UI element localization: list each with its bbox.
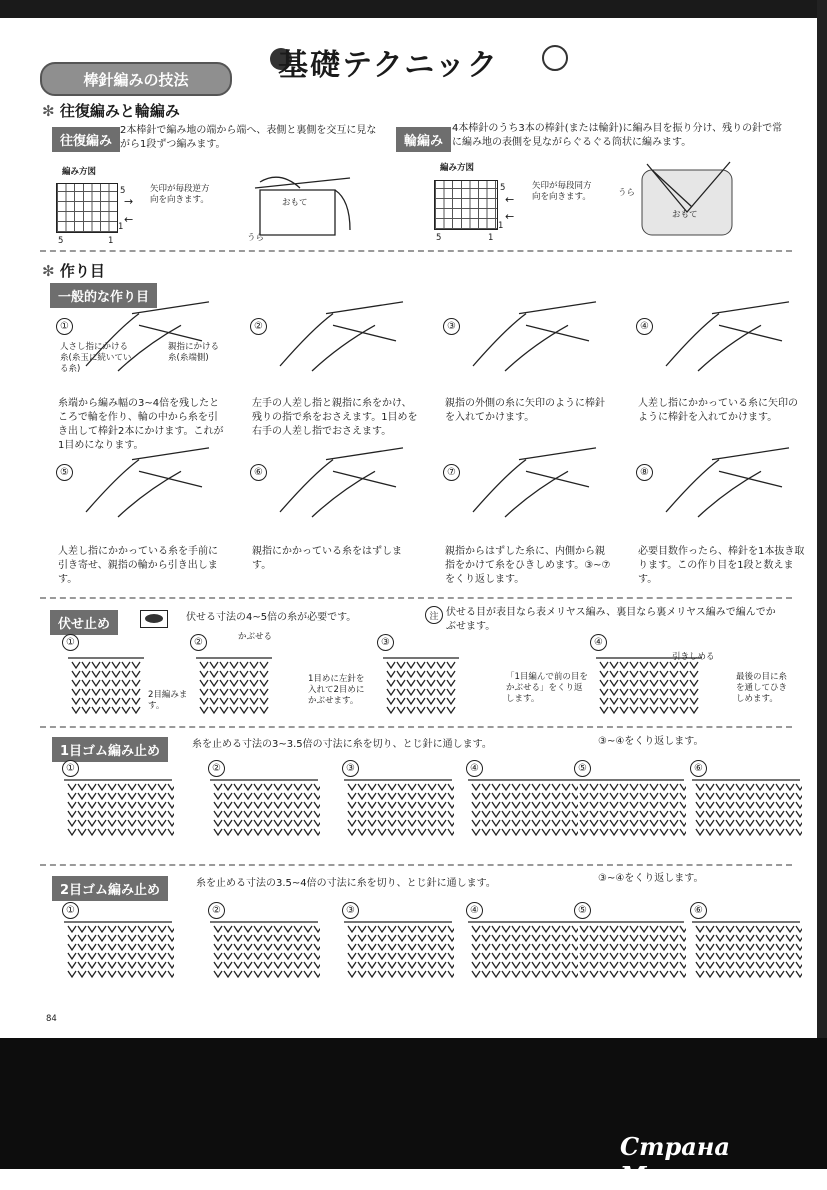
step-number: ⑥ <box>250 464 267 481</box>
bind-off-note: 伏せる目が表目なら表メリヤス編み、裏目なら裏メリヤス編みで編んでかぶせます。 <box>446 607 776 632</box>
step-number: ② <box>208 760 225 777</box>
divider <box>40 726 792 728</box>
label-index-yarn: 人さし指にかける糸(糸玉に続いている糸) <box>60 342 132 374</box>
round-back-label: うら <box>618 188 636 198</box>
cast-on-hand-illustration <box>463 298 603 380</box>
step-number: ① <box>62 760 79 777</box>
watermark-logo: Страна Мам.ру <box>620 1132 730 1190</box>
divider <box>40 864 792 866</box>
step-text: 親指からはずした糸に、内側から親指をかけて糸をひきしめます。③~⑦をくり返します。 <box>445 546 611 585</box>
bind-off-fabric-illustration <box>194 652 274 722</box>
bind-off-fabric-illustration <box>381 652 461 722</box>
step-number: ④ <box>466 760 483 777</box>
apple-outline-icon <box>542 45 568 71</box>
section-heading-flat-round <box>42 100 180 121</box>
step-text: 親指にかかっている糸をはずします。 <box>252 546 402 571</box>
rib1-repeat: ③~④をくり返します。 <box>598 736 704 747</box>
label-thumb-yarn: 親指にかける糸(糸端側) <box>168 342 220 363</box>
cast-on-hand-illustration <box>463 444 603 526</box>
rib1-desc: 糸を止める寸法の3~3.5倍の寸法に糸を切り、とじ針に通します。 <box>192 739 492 750</box>
step-number: ② <box>250 318 267 335</box>
bind-off-fabric-illustration <box>66 652 146 722</box>
flat-back-label: うら <box>247 233 265 243</box>
step-number: ① <box>62 634 79 651</box>
step-number: ⑤ <box>574 902 591 919</box>
divider <box>40 250 792 252</box>
step-text: 最後の目に糸を通してひきしめます。 <box>736 672 788 704</box>
rib-fabric-illustration <box>690 916 802 988</box>
step-number: ③ <box>443 318 460 335</box>
scan-edge-top <box>0 0 827 18</box>
step-number: ④ <box>636 318 653 335</box>
step-text: 糸端から編み幅の3~4倍を残したところで輪を作り、輪の中から糸を引き出して棒針2本にかけます。これが1目めになります。 <box>58 398 224 451</box>
tighten-label: 引きしめる <box>672 652 715 662</box>
step-number: ⑥ <box>690 902 707 919</box>
section-heading-cast-on <box>42 260 105 281</box>
rib2-desc: 糸を止める寸法の3.5~4倍の寸法に糸を切り、とじ針に通します。 <box>196 878 496 889</box>
round-row-top: 5 <box>500 183 506 193</box>
flat-description: 2本棒針で編み地の端から端へ、表側と裏側を交互に見ながら1段ずつ編みます。 <box>120 125 377 150</box>
step-number: ① <box>56 318 73 335</box>
cast-on-hand-illustration <box>270 444 410 526</box>
round-col-left: 5 <box>436 233 442 243</box>
yarn-swatch-box <box>140 610 168 628</box>
tag-flat-knitting: 往復編み <box>52 127 120 152</box>
rib-fabric-illustration <box>62 774 174 846</box>
flat-row-bottom: 1 <box>118 222 124 232</box>
step-text: 必要目数作ったら、棒針を1本抜き取ります。この作り目を1段と数えます。 <box>638 546 805 585</box>
asterisk-icon: ✻ <box>42 102 55 120</box>
step-number: ① <box>62 902 79 919</box>
tag-bind-off: 伏せ止め <box>50 610 118 635</box>
section-pill: 棒針編みの技法 <box>40 62 232 96</box>
rib-fabric-illustration <box>466 916 578 988</box>
step-number: ④ <box>590 634 607 651</box>
round-chart-label: 編み方図 <box>440 163 475 173</box>
step-number: ② <box>208 902 225 919</box>
arrow-left-icon: ← <box>505 193 515 206</box>
tag-2x2-rib-bind-off: 2目ゴム編み止め <box>52 876 168 901</box>
step-text: 親指の外側の糸に矢印のように棒針を入れてかけます。 <box>445 398 605 423</box>
round-col-right: 1 <box>488 233 494 243</box>
round-description: 4本棒針のうち3本の棒針(または輪針)に編み目を振り分け、残りの針で常に編み地の表側を見ながらぐるぐる筒状に編みます。 <box>452 123 783 148</box>
rib-fabric-illustration <box>574 774 686 846</box>
step-number: ⑥ <box>690 760 707 777</box>
step-number: ② <box>190 634 207 651</box>
step-text: 2目編みます。 <box>148 690 188 711</box>
step-number: ⑤ <box>574 760 591 777</box>
page-number: 84 <box>46 1014 57 1024</box>
round-arrow-text: 矢印が毎段同方向を向きます。 <box>532 181 592 202</box>
step-number: ③ <box>342 902 359 919</box>
flat-chart-label: 編み方図 <box>62 167 97 177</box>
rib-fabric-illustration <box>342 774 454 846</box>
tag-cast-on: 一般的な作り目 <box>50 283 157 308</box>
rib-fabric-illustration <box>466 774 578 846</box>
step-text: 人差し指にかかっている糸に矢印のように棒針を入れてかけます。 <box>638 398 798 423</box>
flat-chart-grid <box>56 183 118 233</box>
round-row-bottom: 1 <box>498 221 504 231</box>
asterisk-icon: ✻ <box>42 262 55 280</box>
step-number: ④ <box>466 902 483 919</box>
cast-on-hand-illustration <box>76 298 216 380</box>
rib-fabric-illustration <box>62 916 174 988</box>
yarn-icon <box>145 614 163 623</box>
step-text: 1目めに左針を入れて2目めにかぶせます。 <box>308 674 365 706</box>
flat-row-top: 5 <box>120 186 126 196</box>
rib2-repeat: ③~④をくり返します。 <box>598 873 704 884</box>
flat-arrow-text: 矢印が毎段逆方向を向きます。 <box>150 184 210 205</box>
flat-col-right: 1 <box>108 236 114 246</box>
bind-off-desc: 伏せる寸法の4~5倍の糸が必要です。 <box>186 612 357 623</box>
cover-label: かぶせる <box>238 632 273 642</box>
step-text: 「1目編んで前の目をかぶせる」をくり返します。 <box>506 672 588 704</box>
page-title: 基礎テクニック <box>278 48 499 83</box>
heading-text: 作り目 <box>59 262 105 280</box>
step-number: ③ <box>342 760 359 777</box>
step-number: ⑤ <box>56 464 73 481</box>
cast-on-hand-illustration <box>656 444 796 526</box>
cast-on-hand-illustration <box>270 298 410 380</box>
step-number: ⑧ <box>636 464 653 481</box>
step-text: 人差し指にかかっている糸を手前に引き寄せ、親指の輪から引き出します。 <box>58 546 218 585</box>
step-text: 左手の人差し指と親指に糸をかけ、残りの指で糸をおさえます。1目めを右手の人差し指でおさえます。 <box>252 398 418 437</box>
flat-front-label: おもて <box>282 198 308 208</box>
rib-fabric-illustration <box>208 774 320 846</box>
heading-text: 往復編みと輪編み <box>59 102 180 120</box>
round-front-label: おもて <box>672 210 698 220</box>
arrow-left-icon: ← <box>124 213 134 226</box>
cast-on-hand-illustration <box>656 298 796 380</box>
step-number: ③ <box>377 634 394 651</box>
note-icon: 注 <box>425 606 443 624</box>
rib-fabric-illustration <box>690 774 802 846</box>
tag-round-knitting: 輪編み <box>396 127 451 152</box>
divider <box>40 597 792 599</box>
arrow-left-icon: ← <box>505 210 515 223</box>
cast-on-hand-illustration <box>76 444 216 526</box>
rib-fabric-illustration <box>342 916 454 988</box>
rib-fabric-illustration <box>208 916 320 988</box>
flat-col-left: 5 <box>58 236 64 246</box>
round-chart-grid <box>434 180 498 230</box>
step-number: ⑦ <box>443 464 460 481</box>
tag-1x1-rib-bind-off: 1目ゴム編み止め <box>52 737 168 762</box>
rib-fabric-illustration <box>574 916 686 988</box>
arrow-right-icon: → <box>124 195 134 208</box>
scan-edge-right <box>817 0 827 1040</box>
